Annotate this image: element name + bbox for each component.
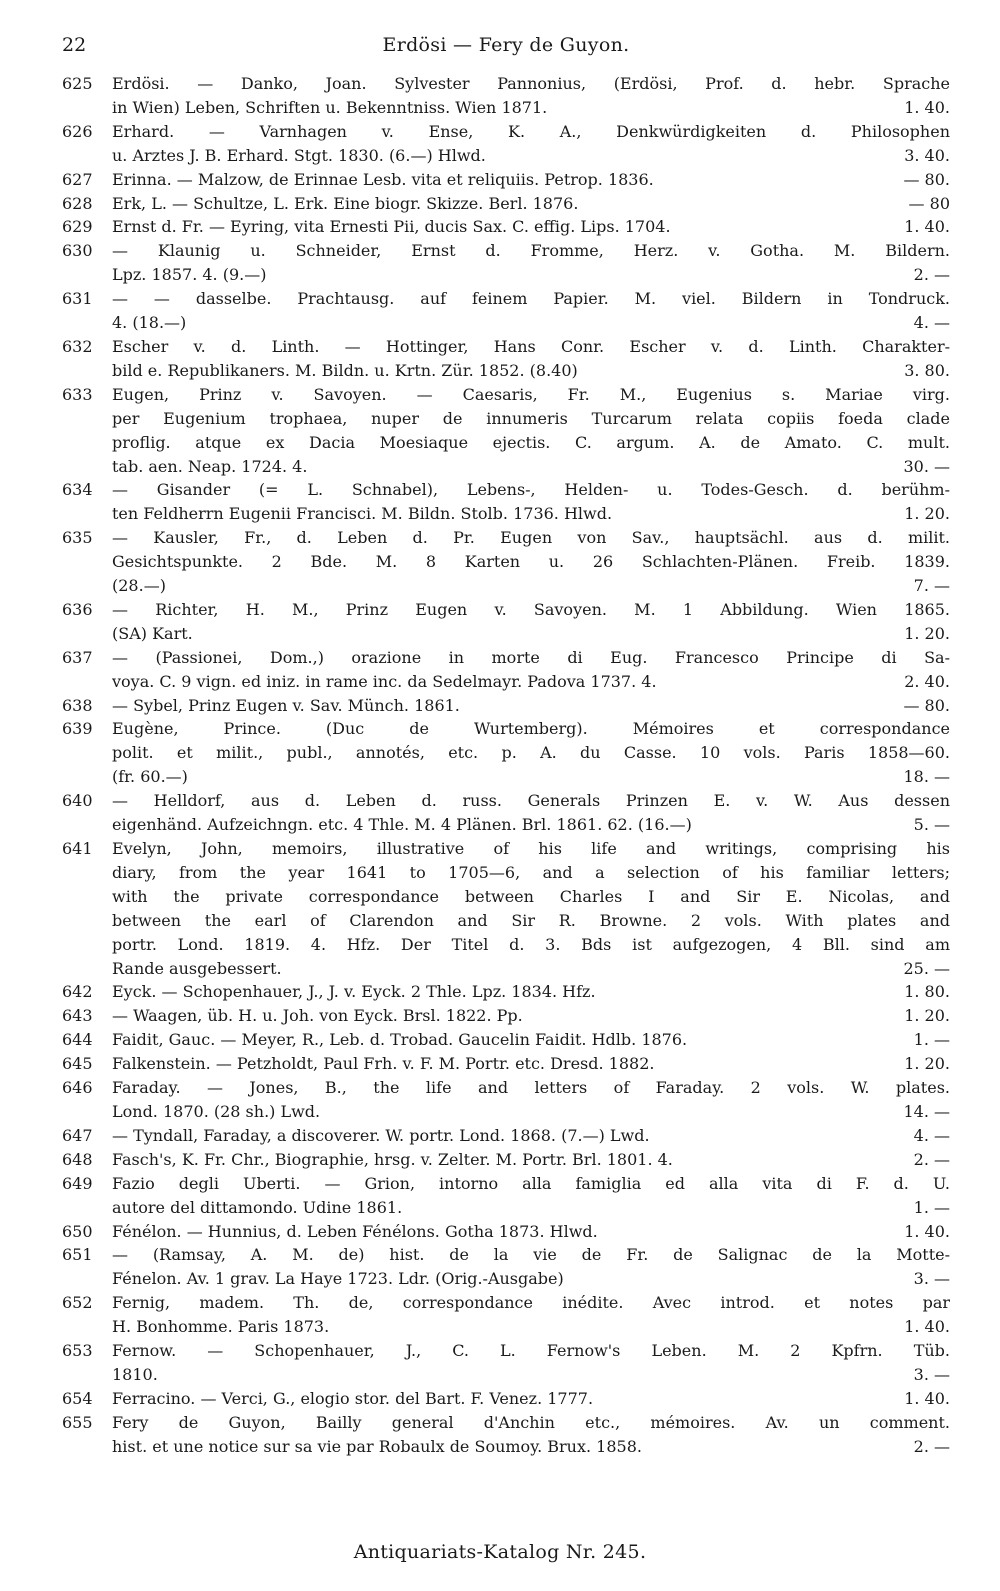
entry-body	[112, 1172, 950, 1220]
entry-body	[112, 168, 950, 192]
entry-price: 4. —	[913, 313, 950, 333]
entry-body	[112, 215, 950, 239]
catalog-entry	[62, 1076, 950, 1124]
entry-body	[112, 1148, 950, 1172]
entry-text: Ferracino. — Verci, G., elogio stor. del Bart. F. Venez. 1777.	[112, 1388, 594, 1408]
entry-text: — Gisander (= L. Schnabel), Lebens-, Helden- u. Todes-Gesch. d. berühm-	[112, 480, 950, 500]
catalog-entry	[62, 335, 950, 383]
entry-text: — Waagen, üb. H. u. Joh. von Eyck. Brsl. 1822. Pp.	[112, 1006, 523, 1026]
entry-text: per Eugenium trophaea, nuper de innumeris Turcarum relata copiis foeda clade	[112, 408, 950, 428]
entry-text: between the earl of Clarendon and Sir R. Browne. 2 vols. With plates and	[112, 910, 950, 930]
catalog-entry	[62, 1220, 950, 1244]
entry-text: Ernst d. Fr. — Eyring, vita Ernesti Pii, ducis Sax. C. effig. Lips. 1704.	[112, 217, 671, 237]
entry-line	[112, 1004, 950, 1028]
entry-text: autore del dittamondo. Udine 1861.	[112, 1197, 403, 1217]
entry-line	[112, 909, 950, 933]
entry-text: Erinna. — Malzow, de Erinnae Lesb. vita et reliquiis. Petrop. 1836.	[112, 169, 654, 189]
entry-price: 3. —	[913, 1364, 950, 1384]
entry-number: 647	[62, 1125, 93, 1145]
entry-line	[112, 239, 950, 263]
entry-text: Fénelon. Av. 1 grav. La Haye 1723. Ldr. (Orig.-Ausgabe)	[112, 1269, 564, 1289]
entry-text: — Helldorf, aus d. Leben d. russ. Generals Prinzen E. v. W. Aus dessen	[112, 791, 950, 811]
entry-line	[112, 1291, 950, 1315]
entry-line	[112, 813, 950, 837]
entry-text: eigenhänd. Aufzeichngn. etc. 4 Thle. M. 4 Plänen. Brl. 1861. 62. (16.—)	[112, 815, 692, 835]
entry-text: tab. aen. Neap. 1724. 4.	[112, 456, 308, 476]
entry-text: Lpz. 1857. 4. (9.—)	[112, 265, 267, 285]
entry-line	[112, 837, 950, 861]
entry-text: Falkenstein. — Petzholdt, Paul Frh. v. F. M. Portr. etc. Dresd. 1882.	[112, 1054, 655, 1074]
catalog-entry	[62, 1339, 950, 1387]
entry-number: 653	[62, 1341, 93, 1361]
entry-price: 1. 40.	[904, 217, 950, 237]
entry-number: 639	[62, 719, 93, 739]
catalog-entry	[62, 1387, 950, 1411]
entry-line	[112, 1148, 950, 1172]
catalog-entry	[62, 717, 950, 789]
entry-text: Fery de Guyon, Bailly general d'Anchin etc., mémoires. Av. un comment.	[112, 1412, 950, 1432]
entry-text: Gesichtspunkte. 2 Bde. M. 8 Karten u. 26 Schlachten-Plänen. Freib. 1839.	[112, 552, 950, 572]
page-footer: Antiquariats-Katalog Nr. 245.	[353, 1541, 647, 1563]
entry-text: Fernig, madem. Th. de, correspondance inédite. Avec introd. et notes par	[112, 1293, 950, 1313]
entry-text: in Wien) Leben, Schriften u. Bekenntniss. Wien 1871.	[112, 97, 548, 117]
entry-number: 634	[62, 480, 93, 500]
catalog-entry	[62, 1004, 950, 1028]
entry-number: 635	[62, 528, 93, 548]
entry-price: 1. 20.	[904, 504, 950, 524]
entry-price: 25. —	[903, 958, 950, 978]
entry-line	[112, 383, 950, 407]
entry-line	[112, 957, 950, 981]
entry-line	[112, 478, 950, 502]
entry-number: 644	[62, 1030, 93, 1050]
entry-number: 646	[62, 1078, 93, 1098]
entry-line	[112, 455, 950, 479]
catalog-entry	[62, 1124, 950, 1148]
entry-number: 633	[62, 384, 93, 404]
entry-text: voya. C. 9 vign. ed iniz. in rame inc. da Sedelmayr. Padova 1737. 4.	[112, 671, 657, 691]
entry-body	[112, 1124, 950, 1148]
entry-price: 1. 40.	[904, 1388, 950, 1408]
entry-price: 5. —	[913, 815, 950, 835]
entry-text: Eugène, Prince. (Duc de Wurtemberg). Mémoires et correspondance	[112, 719, 950, 739]
entry-line	[112, 311, 950, 335]
entry-price: — 80.	[903, 169, 950, 189]
entry-body	[112, 1004, 950, 1028]
catalog-entry	[62, 1172, 950, 1220]
entry-number: 630	[62, 241, 93, 261]
entry-line	[112, 1435, 950, 1459]
entry-text: — Klaunig u. Schneider, Ernst d. Fromme, Herz. v. Gotha. M. Bildern.	[112, 241, 950, 261]
catalog-entry	[62, 120, 950, 168]
entry-body	[112, 1028, 950, 1052]
entry-text: Erdösi. — Danko, Joan. Sylvester Pannonius, (Erdösi, Prof. d. hebr. Sprache	[112, 74, 950, 93]
entry-text: Evelyn, John, memoirs, illustrative of his life and writings, comprising his	[112, 839, 950, 858]
entry-line	[112, 1220, 950, 1244]
catalog-entry	[62, 694, 950, 718]
catalog-entry	[62, 526, 950, 598]
catalog-entry	[62, 168, 950, 192]
page-number: 22	[62, 34, 87, 56]
catalog-entry	[62, 215, 950, 239]
entry-line	[112, 550, 950, 574]
entry-price: 4. —	[913, 1125, 950, 1145]
entry-line	[112, 1076, 950, 1100]
entry-price: 1. —	[913, 1030, 950, 1050]
entry-body	[112, 837, 950, 980]
entry-line	[112, 1100, 950, 1124]
entry-line	[112, 359, 950, 383]
entry-number: 655	[62, 1412, 93, 1432]
entry-body	[112, 1339, 950, 1387]
catalog-entry	[62, 646, 950, 694]
running-head: Erdösi — Fery de Guyon.	[382, 34, 630, 56]
entry-body	[112, 287, 950, 335]
entry-line	[112, 885, 950, 909]
entry-price: — 80	[908, 193, 950, 213]
entry-price: 1. 20.	[904, 623, 950, 643]
entry-body	[112, 526, 950, 598]
entry-text: polit. et milit., publ., annotés, etc. p. A. du Casse. 10 vols. Paris 1858—60.	[112, 743, 950, 763]
entry-line	[112, 407, 950, 431]
entry-body	[112, 1052, 950, 1076]
entry-text: hist. et une notice sur sa vie par Robaulx de Soumoy. Brux. 1858.	[112, 1436, 642, 1456]
entry-price: 1. 20.	[904, 1006, 950, 1026]
entry-text: diary, from the year 1641 to 1705—6, and a selection of his familiar letters;	[112, 862, 950, 882]
entry-line	[112, 215, 950, 239]
entry-number: 645	[62, 1054, 93, 1074]
entry-number: 636	[62, 599, 93, 619]
entry-line	[112, 144, 950, 168]
entry-line	[112, 765, 950, 789]
entry-price: 3. —	[913, 1269, 950, 1289]
catalog-entry	[62, 1291, 950, 1339]
entry-price: 2. —	[913, 1436, 950, 1456]
entry-line	[112, 1387, 950, 1411]
catalog-entry	[62, 837, 950, 980]
entry-line	[112, 287, 950, 311]
entry-text: — (Ramsay, A. M. de) hist. de la vie de Fr. de Salignac de la Motte-	[112, 1245, 950, 1265]
entry-body	[112, 980, 950, 1004]
entry-line	[112, 1363, 950, 1387]
catalog-entry	[62, 980, 950, 1004]
entry-line	[112, 1267, 950, 1291]
entry-text: Erk, L. — Schultze, L. Erk. Eine biogr. Skizze. Berl. 1876.	[112, 193, 579, 213]
entry-text: Faidit, Gauc. — Meyer, R., Leb. d. Trobad. Gaucelin Faidit. Hdlb. 1876.	[112, 1030, 688, 1050]
entry-line	[112, 741, 950, 765]
entry-text: Fazio degli Uberti. — Grion, intorno alla famiglia ed alla vita di F. d. U.	[112, 1173, 950, 1193]
entry-body	[112, 1220, 950, 1244]
entry-number: 628	[62, 193, 93, 213]
catalog-entry	[62, 383, 950, 479]
entry-number: 642	[62, 982, 93, 1002]
entry-line	[112, 96, 950, 120]
entry-price: 1. —	[913, 1197, 950, 1217]
entry-body	[112, 789, 950, 837]
entry-number: 649	[62, 1173, 93, 1193]
entry-line	[112, 598, 950, 622]
catalog-entry	[62, 1148, 950, 1172]
entry-line	[112, 526, 950, 550]
entry-text: — Richter, H. M., Prinz Eugen v. Savoyen. M. 1 Abbildung. Wien 1865.	[112, 599, 950, 619]
entry-body	[112, 1076, 950, 1124]
entry-number: 648	[62, 1149, 93, 1169]
entry-text: — — dasselbe. Prachtausg. auf feinem Papier. M. viel. Bildern in Tondruck.	[112, 289, 950, 309]
entry-line	[112, 1052, 950, 1076]
entry-number: 652	[62, 1293, 93, 1313]
entry-body	[112, 646, 950, 694]
entry-line	[112, 622, 950, 646]
entry-line	[112, 1124, 950, 1148]
entry-line	[112, 1172, 950, 1196]
entry-body	[112, 192, 950, 216]
entry-text: portr. Lond. 1819. 4. Hfz. Der Titel d. 3. Bds ist aufgezogen, 4 Bll. sind am	[112, 934, 950, 954]
entry-text: Eyck. — Schopenhauer, J., J. v. Eyck. 2 Thle. Lpz. 1834. Hfz.	[112, 982, 596, 1002]
entry-price: 1. 20.	[904, 1054, 950, 1074]
entry-line	[112, 789, 950, 813]
entry-line	[112, 1339, 950, 1363]
entry-number: 638	[62, 695, 93, 715]
entry-line	[112, 502, 950, 526]
entry-text: (28.—)	[112, 576, 166, 596]
catalog-entry	[62, 72, 950, 120]
entry-text: with the private correspondance between Charles I and Sir E. Nicolas, and	[112, 886, 950, 906]
entry-line	[112, 168, 950, 192]
entry-body	[112, 383, 950, 479]
entry-text: Escher v. d. Linth. — Hottinger, Hans Conr. Escher v. d. Linth. Charakter-	[112, 336, 950, 356]
entry-text: Fénélon. — Hunnius, d. Leben Fénélons. Gotha 1873. Hlwd.	[112, 1221, 598, 1241]
entry-price: 7. —	[913, 576, 950, 596]
entry-text: H. Bonhomme. Paris 1873.	[112, 1317, 330, 1337]
entry-text: bild e. Republikaners. M. Bildn. u. Krtn. Zür. 1852. (8.40)	[112, 360, 578, 380]
entry-number: 640	[62, 791, 93, 811]
entry-body	[112, 1411, 950, 1459]
page-header	[62, 28, 950, 62]
entry-text: ten Feldherrn Eugenii Francisci. M. Bildn. Stolb. 1736. Hlwd.	[112, 504, 613, 524]
entry-text: Fasch's, K. Fr. Chr., Biographie, hrsg. v. Zelter. M. Portr. Brl. 1801. 4.	[112, 1149, 673, 1169]
catalog-entries	[62, 72, 950, 1459]
entry-price: 3. 40.	[904, 145, 950, 165]
entry-price: — 80.	[903, 695, 950, 715]
entry-line	[112, 1196, 950, 1220]
entry-price: 2. —	[913, 265, 950, 285]
entry-price: 2. —	[913, 1149, 950, 1169]
entry-line	[112, 574, 950, 598]
entry-number: 625	[62, 74, 93, 93]
entry-price: 18. —	[903, 767, 950, 787]
catalog-entry	[62, 478, 950, 526]
entry-price: 30. —	[903, 456, 950, 476]
entry-line	[112, 263, 950, 287]
entry-text: Faraday. — Jones, B., the life and letters of Faraday. 2 vols. W. plates.	[112, 1078, 950, 1098]
entry-line	[112, 646, 950, 670]
entry-number: 641	[62, 839, 93, 858]
entry-body	[112, 239, 950, 287]
entry-text: (fr. 60.—)	[112, 767, 188, 787]
entry-line	[112, 980, 950, 1004]
catalog-entry	[62, 192, 950, 216]
entry-number: 650	[62, 1221, 93, 1241]
entry-body	[112, 335, 950, 383]
entry-number: 637	[62, 647, 93, 667]
entry-line	[112, 1411, 950, 1435]
entry-number: 626	[62, 121, 93, 141]
catalog-entry	[62, 239, 950, 287]
entry-number: 627	[62, 169, 93, 189]
entry-number: 654	[62, 1388, 93, 1408]
entry-body	[112, 1291, 950, 1339]
entry-price: 1. 40.	[904, 1221, 950, 1241]
entry-line	[112, 694, 950, 718]
entry-body	[112, 72, 950, 120]
entry-line	[112, 431, 950, 455]
entry-body	[112, 717, 950, 789]
entry-price: 1. 40.	[904, 1317, 950, 1337]
entry-line	[112, 72, 950, 96]
entry-text: Fernow. — Schopenhauer, J., C. L. Fernow's Leben. M. 2 Kpfrn. Tüb.	[112, 1341, 950, 1361]
entry-text: Erhard. — Varnhagen v. Ense, K. A., Denkwürdigkeiten d. Philosophen	[112, 121, 950, 141]
entry-price: 2. 40.	[904, 671, 950, 691]
entry-number: 632	[62, 336, 93, 356]
entry-line	[112, 861, 950, 885]
entry-number: 643	[62, 1006, 93, 1026]
entry-text: Lond. 1870. (28 sh.) Lwd.	[112, 1101, 321, 1121]
entry-price: 3. 80.	[904, 360, 950, 380]
entry-text: (SA) Kart.	[112, 623, 193, 643]
catalog-page	[62, 28, 950, 1459]
entry-line	[112, 933, 950, 957]
entry-line	[112, 120, 950, 144]
entry-text: — Sybel, Prinz Eugen v. Sav. Münch. 1861.	[112, 695, 460, 715]
entry-text: Rande ausgebessert.	[112, 958, 282, 978]
catalog-entry	[62, 1028, 950, 1052]
entry-text: — (Passionei, Dom.,) orazione in morte di Eug. Francesco Principe di Sa-	[112, 647, 950, 667]
entry-text: — Kausler, Fr., d. Leben d. Pr. Eugen von Sav., hauptsächl. aus d. milit.	[112, 528, 950, 548]
catalog-entry	[62, 1243, 950, 1291]
entry-body	[112, 598, 950, 646]
catalog-entry	[62, 1411, 950, 1459]
entry-text: 4. (18.—)	[112, 313, 187, 333]
entry-line	[112, 335, 950, 359]
entry-line	[112, 717, 950, 741]
catalog-entry	[62, 789, 950, 837]
entry-price: 14. —	[903, 1101, 950, 1121]
entry-text: u. Arztes J. B. Erhard. Stgt. 1830. (6.—) Hlwd.	[112, 145, 486, 165]
entry-line	[112, 192, 950, 216]
entry-number: 631	[62, 289, 93, 309]
catalog-entry	[62, 287, 950, 335]
entry-price: 1. 80.	[904, 982, 950, 1002]
entry-number: 629	[62, 217, 93, 237]
entry-line	[112, 670, 950, 694]
entry-text: — Tyndall, Faraday, a discoverer. W. portr. Lond. 1868. (7.—) Lwd.	[112, 1125, 650, 1145]
entry-line	[112, 1315, 950, 1339]
catalog-entry	[62, 598, 950, 646]
entry-text: proflig. atque ex Dacia Moesiaque ejectis. C. argum. A. de Amato. C. mult.	[112, 432, 950, 452]
entry-line	[112, 1028, 950, 1052]
catalog-entry	[62, 1052, 950, 1076]
entry-number: 651	[62, 1245, 93, 1265]
entry-body	[112, 1243, 950, 1291]
entry-body	[112, 694, 950, 718]
entry-body	[112, 478, 950, 526]
entry-body	[112, 120, 950, 168]
entry-text: 1810.	[112, 1364, 158, 1384]
entry-price: 1. 40.	[904, 97, 950, 117]
entry-text: Eugen, Prinz v. Savoyen. — Caesaris, Fr. M., Eugenius s. Mariae virg.	[112, 384, 950, 404]
entry-line	[112, 1243, 950, 1267]
entry-body	[112, 1387, 950, 1411]
